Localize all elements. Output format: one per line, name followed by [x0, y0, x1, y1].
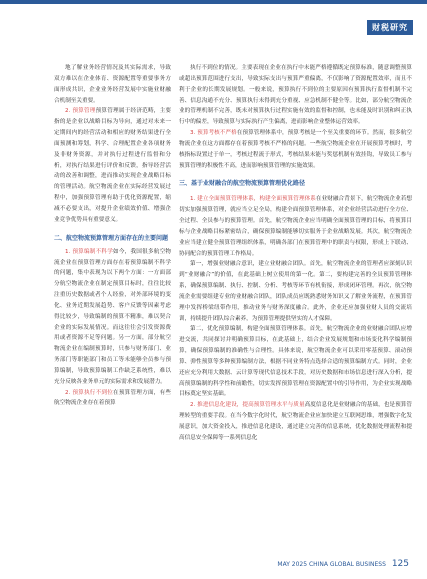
page-footer — [277, 559, 409, 569]
subsection-heading: 二、航空物流预算管理方面存在的主要问题 — [54, 234, 169, 242]
section-heading: 三、基于业财融合的航空物流预算管理优化路径 — [179, 180, 306, 188]
paragraph — [54, 388, 171, 410]
paragraph: 第二，优化预算编制，构建全面预算管理体系。首先，航空物流企业的业财融合团队应增进交流，共同探讨并明确预算目标，在此基础上，结合企业发展规划和市场变化科学编制预算，确保预算编制的准确性与合理性。具体来说，航空物流企业可以采用零基预算、滚动预算、弹性预算等多种预算编制方法，根据不同业务特点选择合适的预算编制方式。同时，企业还应充分利用大数据、云计算等现代信息技术手段，对历史数据和市场信息进行深入分析，提高预算编制的科学性和前瞻性，切实发挥预算管理在资源配置中的引导作用，为企业实现战略目标奠定坚实基础。 — [179, 326, 412, 398]
paragraph — [54, 247, 171, 388]
right-column — [179, 63, 412, 444]
paragraph — [179, 194, 412, 259]
paragraph-lead: 2. 推进信息化建设，提高预算管理水平与质量 — [190, 402, 305, 409]
issue-label: MAY 2025 CHINA GLOBAL BUSINESS — [277, 561, 386, 568]
paragraph: 地了解业务经营情况及其实际需求，导致双方难以在企业体育、资源配置等重要事务方面形成共识，企业业务经营发展中实施业财融合机制至关重要。 — [54, 65, 171, 104]
paragraph-lead: 3. 预算考核不严格 — [190, 130, 237, 137]
paragraph-lead: 1. 预算编制不科学 — [65, 248, 114, 255]
paragraph — [179, 400, 412, 443]
paragraph-lead: 1. 建立全面预算管理体系，构建全面预算管理体系 — [190, 196, 316, 203]
paragraph-body: 高度信息化是业财融合的基础，也是预算管理转型的重要手段。在当今数字化时代，航空物流企业应加快建立互联网思维，增强数字化发展意识，加大资金投入，推进信息化建设，通过建立完善的信息系统，优化数据处理流程和提高信息安全保障等一系列信息化 — [179, 402, 412, 441]
paragraph-body: 在预算管理方面，有些航空物流企业存在着预算 — [54, 389, 171, 407]
paragraph-body: 预算管理属于经济范畴，主要指的是企业以战略目标为导向，通过对未来一定期间内的经营活动和相应的财务结果进行全面预测和筹划，科学、合理配置企业各项财务及非财务资源，并对执行过程进行监督和分析，对执行结果进行评价和反馈，指导经营活动的改善和调整，进而推动实现企业战略目标的管理活动。航空物流企业在实际经营发展过程中，加强预算管理有助于优化资源配置，缩减不必要支出，对提升企业绩效价值、增强企业竞争优势具有重要意义。 — [54, 108, 171, 223]
paragraph — [179, 128, 412, 171]
paragraph: 执行不到位的情况。主要表现在企业在执行中未能严格遵循既定预算标准，随意调整预算或超出预算范围进行支出，导致实际支出与预算严重偏离，不仅影响了资源配置效率，而且不利于企业的长期发展规划。一般来说，预算执行不到位的主要原因有预算执行监督机制不完善、信息沟通不充分、预算执行未得到充分重视、应急机制不健全等。比如，部分航空物流企业的管理机制不完善，既未对预算执行过程实施有效的监督和控制，也未能及时识别和纠正执行中的偏差，导致预算与实际执行产生偏离，进而影响企业整体运营效率。 — [179, 65, 412, 126]
section-tag: 财税研究 — [367, 20, 413, 35]
paragraph-lead: 2. 预算执行不到位 — [65, 389, 114, 396]
paragraph — [54, 106, 171, 225]
paragraph-body: 在业财融合背景下，航空物流企业若想切实加强预算管理，就应当立足全局，构建全面预算管理体系，对企业经营活动进行全方位、全过程、全员参与的预算管理。首先，航空物流企业应当明确全面预算管理的目标，将预算目标与企业战略目标紧密结合，确保预算编制能够切实服务于企业战略发展。其次，航空物流企业应当建立健全预算管理组织体系，明确各部门在预算管理中的职责与权限，形成上下联动、协同配合的预算管理工作格局。 — [179, 196, 412, 257]
paragraph-body: 如今，我国很多航空物流企业在预算管理方面存在着预算编制不科学的问题，集中表现为以下两个方面：一方面部分航空物流企业在制定预算目标时，往往比较注重历史数据或者个人经验，对外部环境的变化、业务近期发展趋势、客户反馈等因素考虑得比较少，导致编制的预算不精准，难以契合企业的实际发展情况。而这往往会引发资源费用或者资源不足等问题。另一方面，部分航空物流企业在编制预算时，只参与财务部门、业务部门等职能部门和员工等未能够全员参与预算编制，导致预算编制工作缺乏系统性，难以充分反映各业务单元的实际需求和发展潜力。 — [54, 248, 171, 385]
top-accent-bar — [0, 0, 427, 4]
paragraph: 第一，增强业财融合意识，建立业财融合团队。首先，航空物流企业的管理者应深刻认识到“业财融合”的价值，在此基础上树立使用的第一化。第二，要构建完善的全员预算管理体系，确保预算编制、执行、控制、分析、考核等环节有机衔接，形成闭环管理。再次，航空物流企业需要组建专业的业财融合团队，团队成员应既熟悉财务知识又了解业务流程，在预算管理中发挥桥梁纽带作用，推动业务与财务深度融合。此外，企业还应加强业财人员的交流培训，持续提升团队综合素养，为预算管理提供坚实的人才保障。 — [179, 261, 412, 322]
left-column — [54, 63, 171, 409]
page-number: 125 — [391, 559, 409, 569]
paragraph-body: 在预算管理体系中，预算考核是一个至关重要的环节。然而，很多航空物流企业在这方面都存在着预算考核不严格的问题。一些航空物流企业在开展预算考核时，考核指标设置过于单一，考核过程流于形式，考核结果未能与奖惩机制有效挂钩，导致员工参与预算管理的积极性不高，进而影响预算管理的实施效果。 — [179, 130, 412, 169]
paragraph-lead: 2. 预算管理 — [65, 108, 96, 115]
